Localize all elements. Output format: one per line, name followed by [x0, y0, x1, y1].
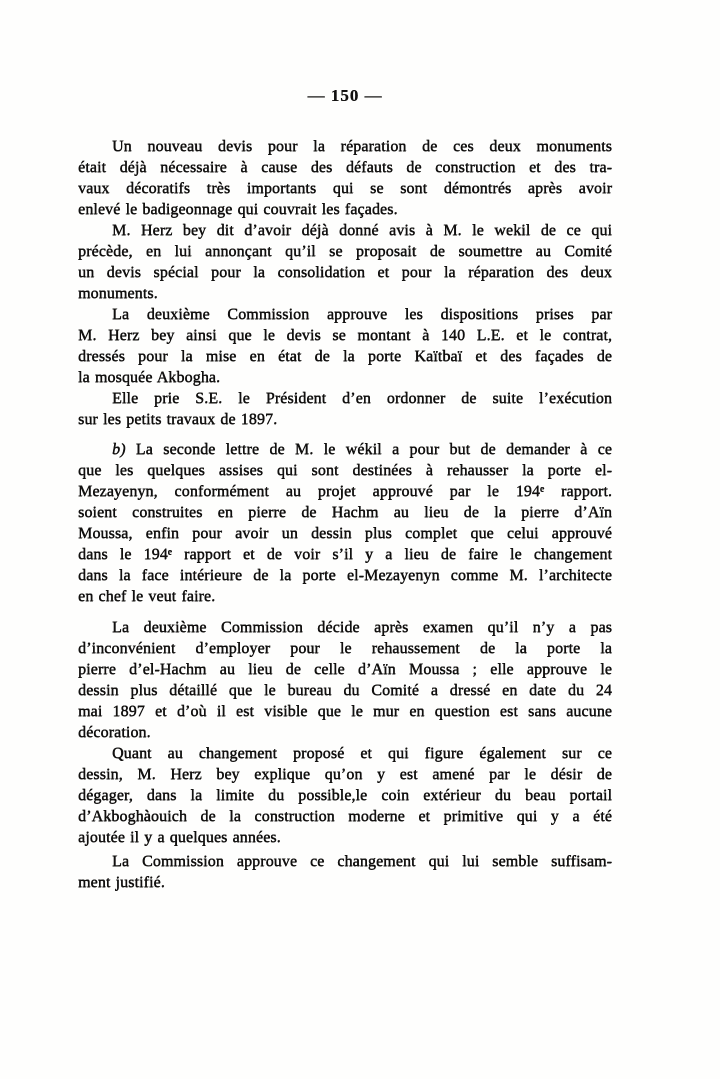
text-line: un devis spécial pour la consolidation et pour la réparation des deux — [78, 264, 612, 281]
text-line: M. Herz bey ainsi que le devis se montant à 140 L.E. et le contrat, — [78, 327, 612, 344]
text-line: Moussa, enfin pour avoir un dessin plus complet que celui approuvé — [78, 525, 612, 542]
text-line: enlevé le badigeonnage qui couvrait les façades. — [78, 201, 398, 218]
paragraph — [78, 136, 612, 220]
text-line: La deuxième Commission décide après examen qu’il n’y a pas — [112, 619, 612, 636]
text-line: Un nouveau devis pour la réparation de ces deux monuments — [112, 138, 612, 155]
text-line: dans la face intérieure de la porte el-Mezayenyn comme M. l’architecte — [78, 567, 612, 584]
paragraph — [78, 617, 612, 743]
text-line: mai 1897 et d’où il est visible que le mur en question est sans aucune — [78, 703, 612, 720]
paragraph — [78, 220, 612, 304]
text-line: dressés pour la mise en état de la porte Kaïtbaï et des façades de — [78, 348, 612, 365]
text-body — [78, 136, 612, 893]
text-line: monuments. — [78, 285, 158, 302]
text-line: dégager, dans la limite du possible,le coin extérieur du beau portail — [78, 787, 612, 804]
text-line-fragment: La seconde lettre de M. le wékil a pour but de demander à ce — [135, 441, 612, 458]
text-line: ment justifié. — [78, 874, 165, 891]
text-line: la mosquée Akbogha. — [78, 369, 221, 386]
text-line: M. Herz bey dit d’avoir déjà donné avis à M. le wekil de ce qui — [112, 222, 612, 239]
item-marker-b: b) — [112, 441, 126, 458]
text-line — [78, 439, 612, 460]
paragraph-item-b — [78, 439, 612, 607]
text-line: que les quelques assises qui sont destinées à rehausser la porte el- — [78, 462, 612, 479]
text-line: pierre d’el-Hachm au lieu de celle d’Aïn Moussa ; elle approuve le — [78, 661, 612, 678]
text-line: dessin, M. Herz bey explique qu’on y est amené par le désir de — [78, 766, 612, 783]
text-line: soient construites en pierre de Hachm au lieu de la pierre d’Aïn — [78, 504, 612, 521]
paragraph — [78, 851, 612, 893]
paragraph — [78, 304, 612, 388]
text-line: d’inconvénient d’employer pour le rehaussement de la porte la — [78, 640, 612, 657]
text-line: vaux décoratifs très importants qui se sont démontrés après avoir — [78, 180, 612, 197]
text-line: dans le 194ᵉ rapport et de voir s’il y a lieu de faire le changement — [78, 546, 612, 563]
text-line: Elle prie S.E. le Président d’en ordonner de suite l’exécution — [112, 390, 612, 407]
text-line: était déjà nécessaire à cause des défauts de construction et des tra- — [78, 159, 612, 176]
text-line: La deuxième Commission approuve les dispositions prises par — [112, 306, 612, 323]
text-line: ajoutée il y a quelques années. — [78, 829, 281, 846]
text-line: précède, en lui annonçant qu’il se proposait de soumettre au Comité — [78, 243, 612, 260]
text-line: dessin plus détaillé que le bureau du Comité a dressé en date du 24 — [78, 682, 612, 699]
text-line: La Commission approuve ce changement qui lui semble suffisam- — [112, 853, 612, 870]
page-number-header: — 150 — — [307, 86, 383, 105]
text-line: sur les petits travaux de 1897. — [78, 411, 278, 428]
text-line: décoration. — [78, 724, 151, 741]
text-line: Mezayenyn, conformément au projet approuvé par le 194ᵉ rapport. — [78, 483, 612, 500]
text-line: en chef le veut faire. — [78, 588, 216, 605]
text-line: Quant au changement proposé et qui figure également sur ce — [112, 745, 612, 762]
text-line: d’Akboghàouich de la construction moderne et primitive qui y a été — [78, 808, 612, 825]
paragraph — [78, 388, 612, 430]
paragraph — [78, 743, 612, 848]
